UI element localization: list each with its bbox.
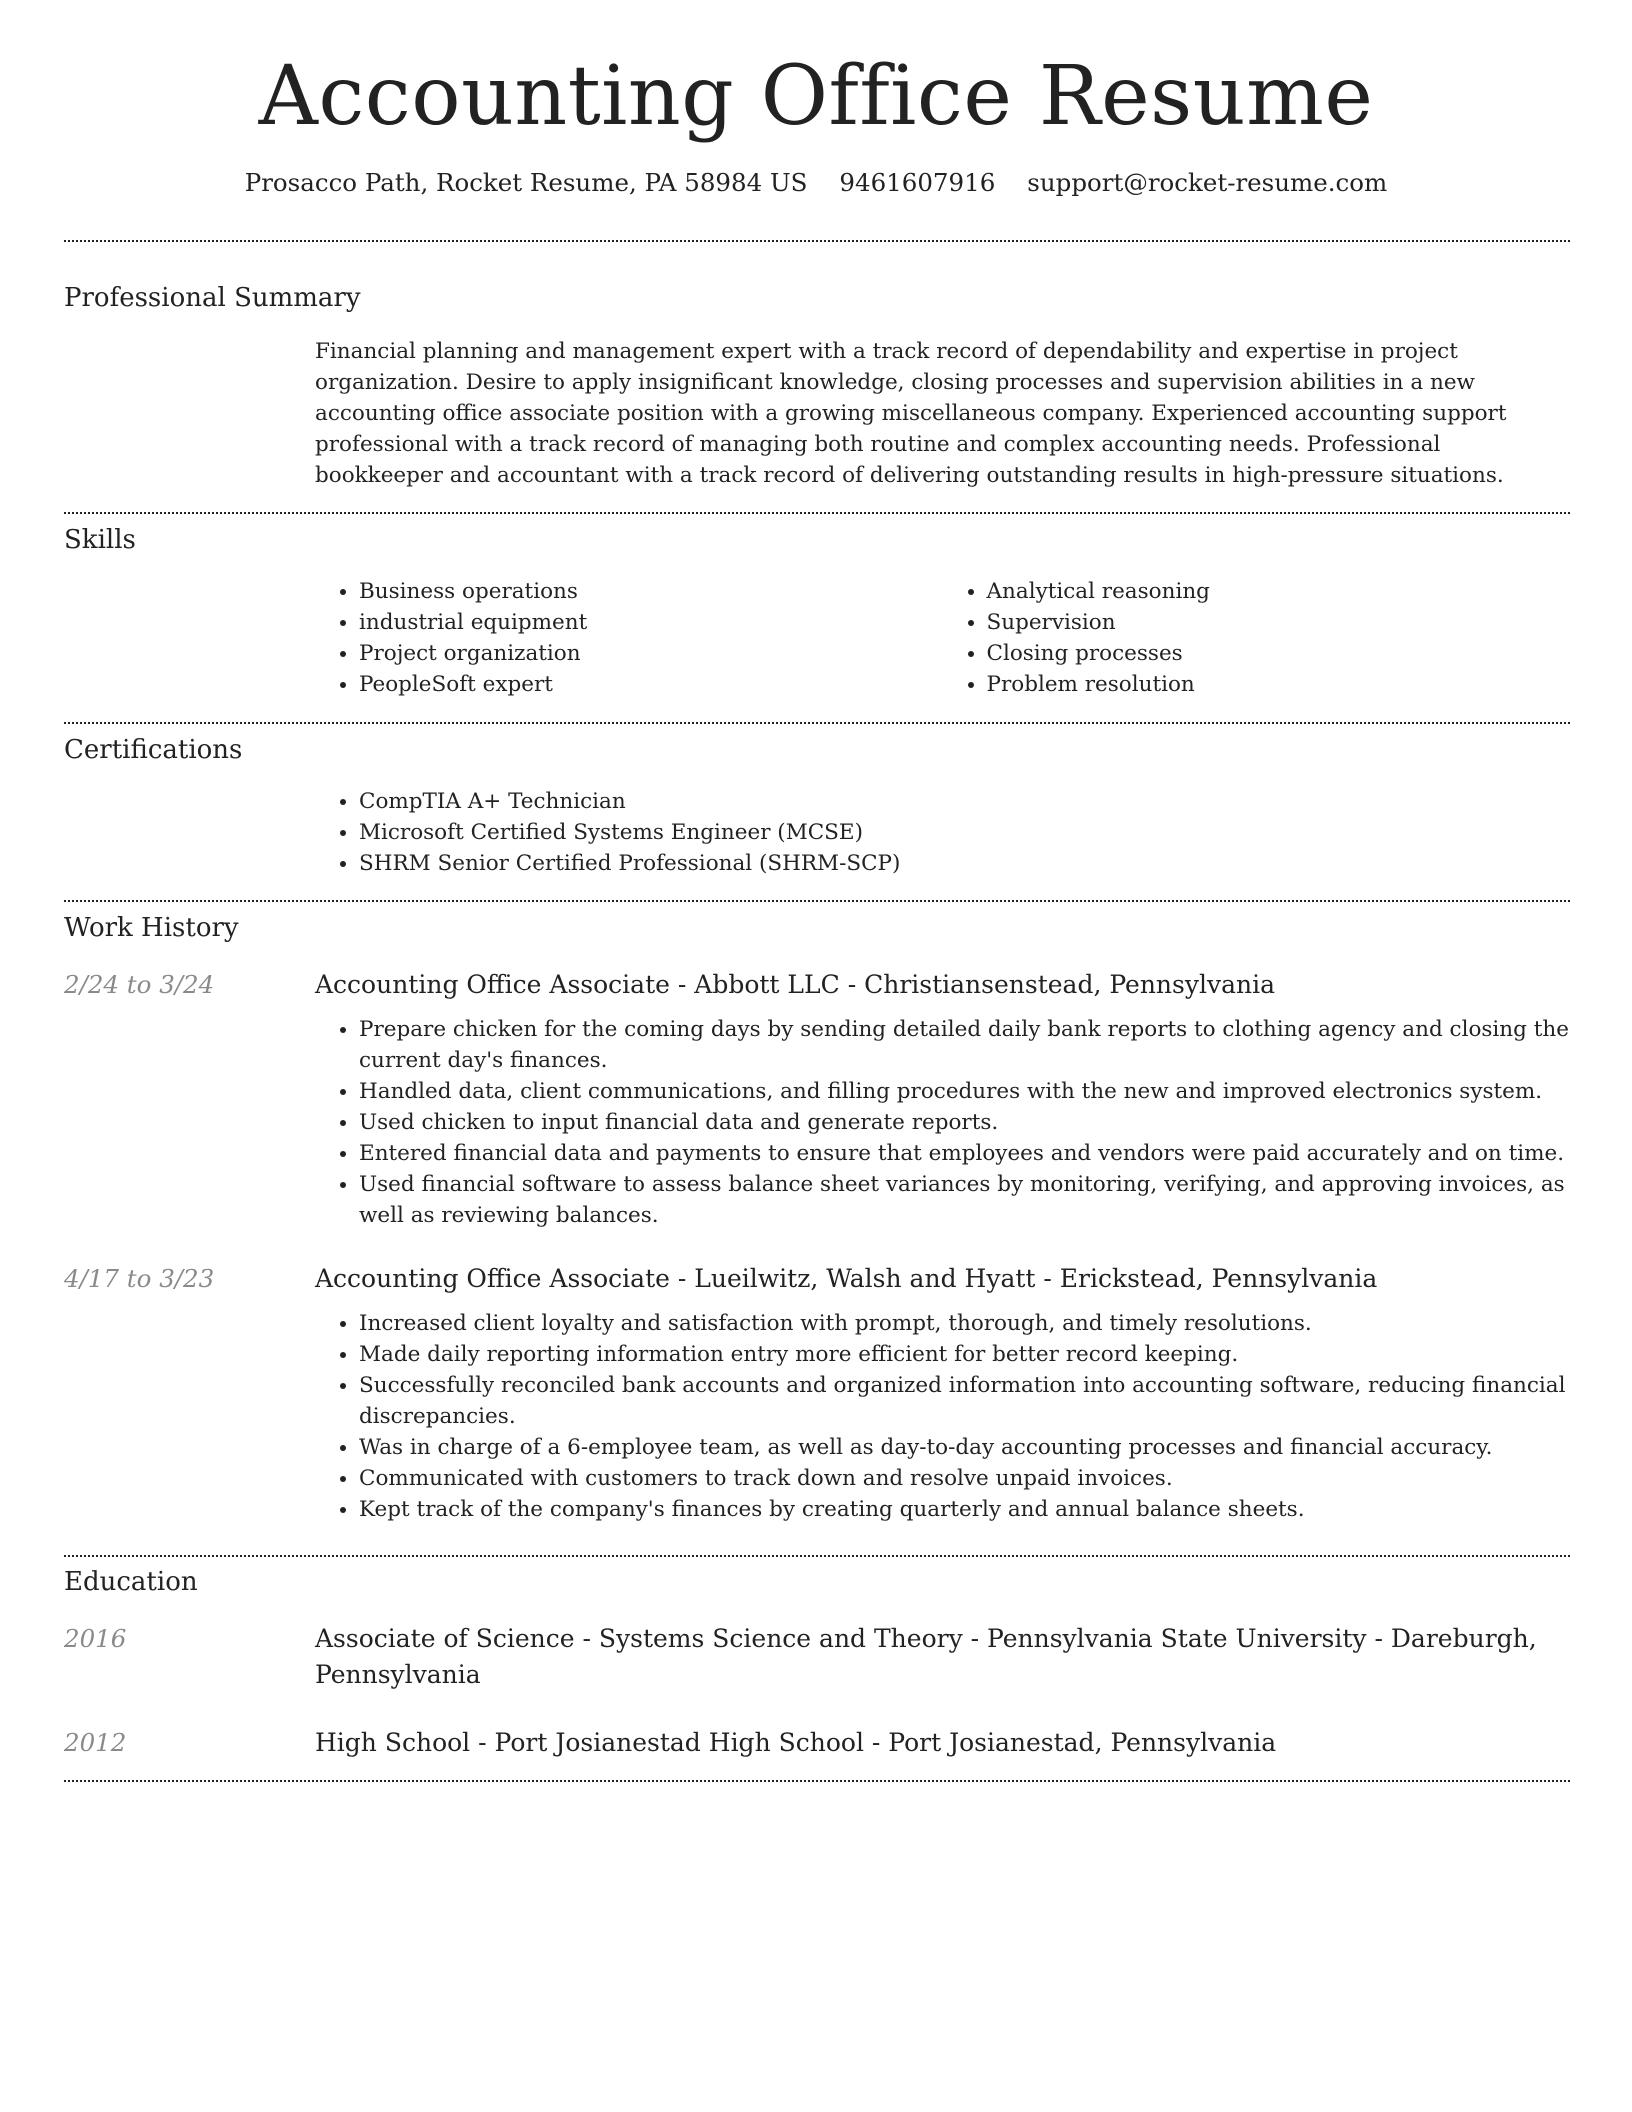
education-section (64, 1567, 1570, 1761)
job-bullets (315, 1014, 1570, 1231)
job-entry (64, 967, 1570, 1231)
education-entry (64, 1725, 1570, 1761)
job-content (315, 1261, 1570, 1525)
skill-item: • Supervision (987, 607, 1571, 638)
contact-phone: 9461607916 (839, 168, 996, 198)
job-content (315, 967, 1570, 1231)
job-role: Accounting Office Associate (315, 1264, 670, 1294)
section-divider (64, 722, 1570, 724)
education-details: - Port Josianestad High School - Port Josianestad, Pennsylvania (470, 1728, 1277, 1758)
section-divider (64, 240, 1570, 242)
job-bullet: • Communicated with customers to track down and resolve unpaid invoices. (359, 1463, 1570, 1494)
skills-list-left (315, 576, 943, 700)
skills-columns (315, 576, 1570, 700)
job-entry (64, 1261, 1570, 1525)
education-degree: Associate of Science (315, 1624, 575, 1654)
section-divider (64, 1780, 1570, 1782)
education-date: 2016 (64, 1624, 127, 1654)
contact-email: support@rocket-resume.com (1027, 168, 1388, 198)
summary-heading: Professional Summary (64, 283, 361, 313)
education-heading: Education (64, 1567, 198, 1597)
job-date: 2/24 to 3/24 (64, 970, 215, 1000)
summary-section (64, 283, 1570, 491)
job-bullet: • Increased client loyalty and satisfaction with prompt, thorough, and timely resolutions. (359, 1308, 1570, 1339)
work-history-section (64, 913, 1570, 1525)
job-role: Accounting Office Associate (315, 970, 670, 1000)
certifications-heading: Certifications (64, 735, 243, 765)
job-bullets (315, 1308, 1570, 1525)
education-degree: High School (315, 1728, 471, 1758)
job-heading (315, 1261, 1570, 1297)
education-heading-line (315, 1725, 1570, 1761)
job-date: 4/17 to 3/23 (64, 1264, 215, 1294)
skills-section (64, 525, 1570, 700)
contact-address: Prosacco Path, Rocket Resume, PA 58984 US (244, 168, 808, 198)
job-bullet: • Was in charge of a 6-employee team, as well as day-to-day accounting processes and financial accuracy. (359, 1432, 1570, 1463)
job-bullet: • Used financial software to assess balance sheet variances by monitoring, verifying, and approving invoices, as well as reviewing balances. (359, 1169, 1570, 1231)
certifications-list (315, 786, 1570, 879)
summary-text: Financial planning and management expert with a track record of dependability and expertise in project organization. Desire to apply insignificant knowledge, closing processes and supervision abilities in a new accounting office associate position with a growing miscellaneous company. Experienced accounting support professional with a track record of managing both routine and complex accounting needs. Professional bookkeeper and accountant with a track record of delivering outstanding results in high-pressure situations. (315, 339, 1507, 489)
job-bullet: • Successfully reconciled bank accounts and organized information into accounting software, reducing financial discrepancies. (359, 1370, 1570, 1432)
resume-header (0, 0, 1632, 197)
work-history-heading: Work History (64, 913, 239, 943)
section-divider (64, 512, 1570, 514)
skill-item: • Business operations (359, 576, 943, 607)
education-entry (64, 1621, 1570, 1693)
skills-list-right (943, 576, 1571, 700)
skill-item: • Closing processes (987, 638, 1571, 669)
job-heading (315, 967, 1570, 1003)
contact-line (0, 168, 1632, 197)
skill-item: • Analytical reasoning (987, 576, 1571, 607)
job-bullet: • Kept track of the company's finances by creating quarterly and annual balance sheets. (359, 1494, 1570, 1525)
skill-item: • Problem resolution (987, 669, 1571, 700)
certifications-content (315, 786, 1570, 879)
skill-item: • industrial equipment (359, 607, 943, 638)
education-heading-line (315, 1621, 1570, 1693)
job-details: - Lueilwitz, Walsh and Hyatt - Erickstead, Pennsylvania (669, 1264, 1378, 1294)
certifications-section (64, 735, 1570, 879)
skill-item: • Project organization (359, 638, 943, 669)
job-bullet: • Made daily reporting information entry more efficient for better record keeping. (359, 1339, 1570, 1370)
certification-item: • SHRM Senior Certified Professional (SHRM-SCP) (359, 848, 1570, 879)
section-divider (64, 1555, 1570, 1557)
education-date: 2012 (64, 1728, 127, 1758)
job-bullet: • Handled data, client communications, and filling procedures with the new and improved electronics system. (359, 1076, 1570, 1107)
job-bullet: • Prepare chicken for the coming days by sending detailed daily bank reports to clothing agency and closing the current day's finances. (359, 1014, 1570, 1076)
skill-item: • PeopleSoft expert (359, 669, 943, 700)
job-bullet: • Used chicken to input financial data and generate reports. (359, 1107, 1570, 1138)
certification-item: • Microsoft Certified Systems Engineer (MCSE) (359, 817, 1570, 848)
education-details: - Systems Science and Theory - Pennsylvania State University - Dareburgh, Pennsylvania (315, 1624, 1537, 1690)
job-details: - Abbott LLC - Christiansenstead, Pennsylvania (669, 970, 1276, 1000)
certification-item: • CompTIA A+ Technician (359, 786, 1570, 817)
section-divider (64, 900, 1570, 902)
resume-title: Accounting Office Resume (258, 49, 1374, 144)
skills-heading: Skills (64, 525, 136, 555)
job-bullet: • Entered financial data and payments to ensure that employees and vendors were paid accurately and on time. (359, 1138, 1570, 1169)
